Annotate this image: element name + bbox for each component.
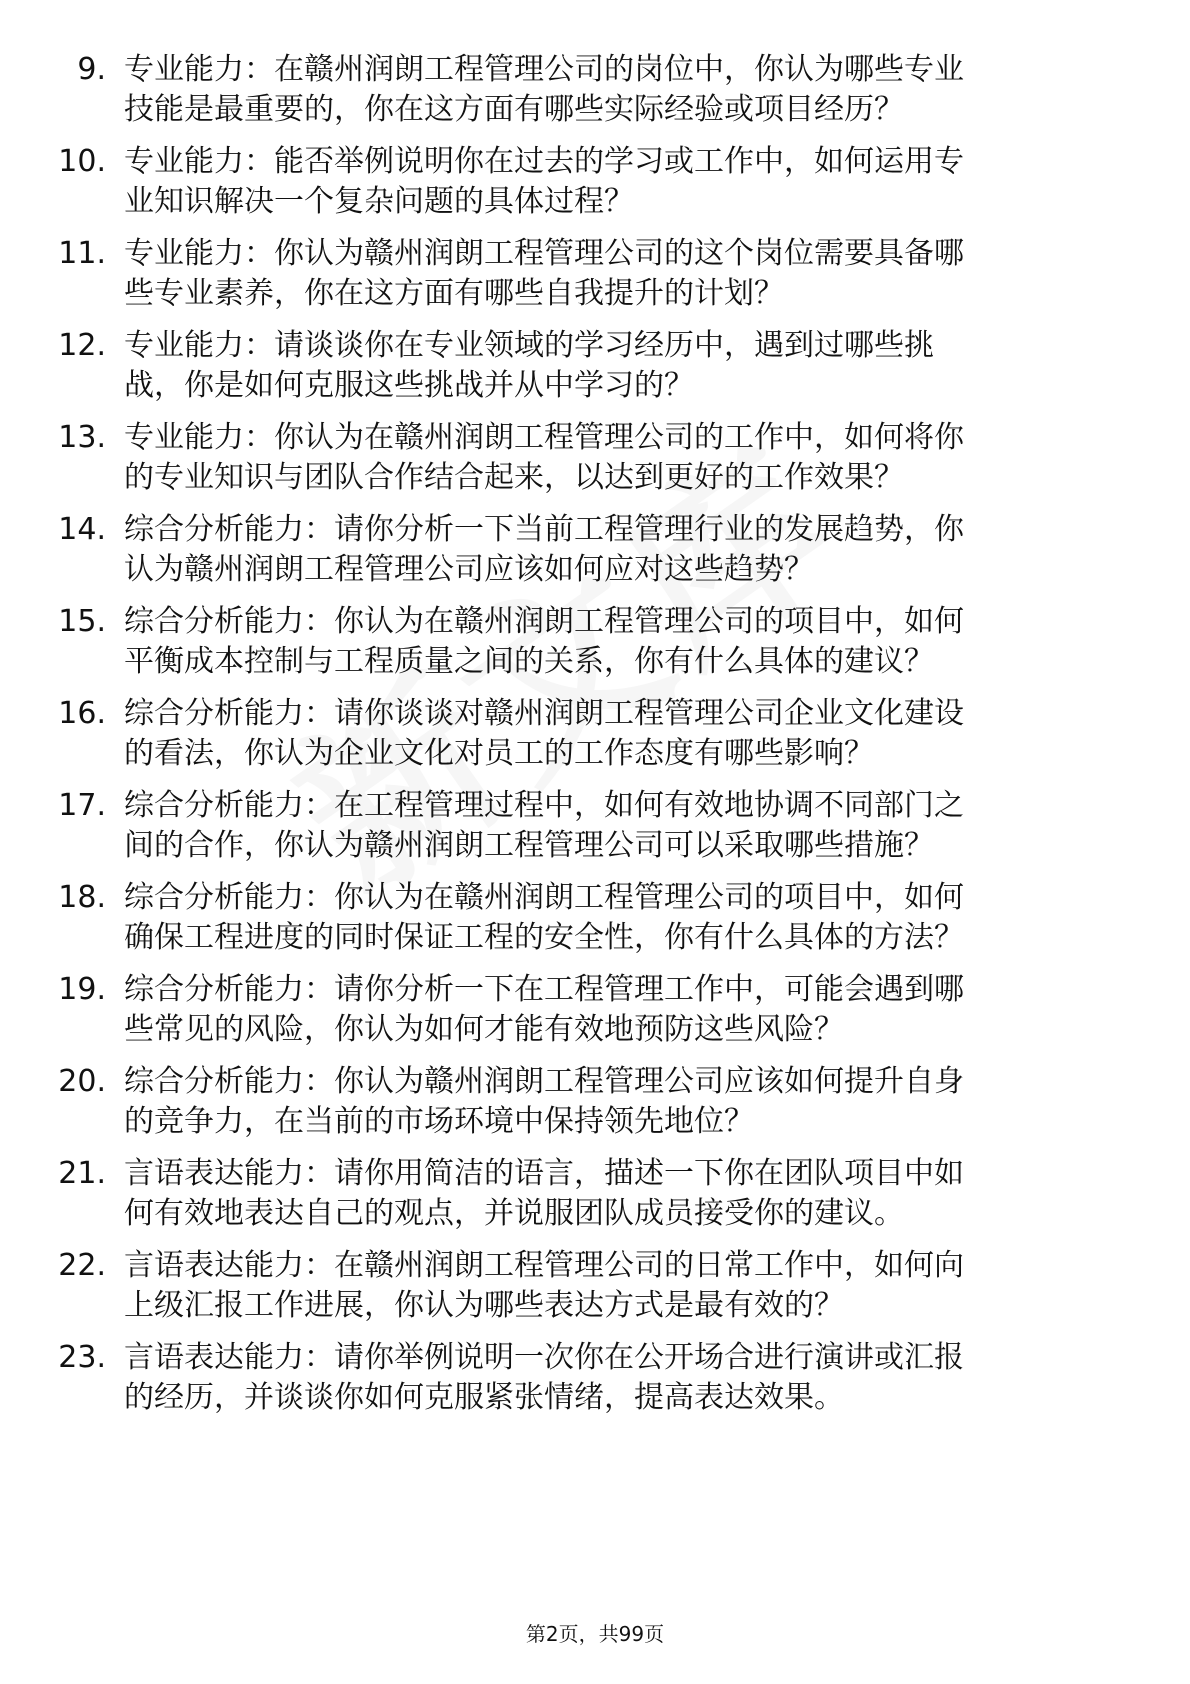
question-text-line-2: 间的合作，你认为赣州润朗工程管理公司可以采取哪些措施？: [124, 828, 934, 863]
question-item-10: [0, 142, 1190, 234]
question-text-line-1: 综合分析能力：请你分析一下当前工程管理行业的发展趋势，你: [124, 512, 964, 547]
question-item-21: [0, 1154, 1190, 1246]
question-number: 17.: [58, 788, 106, 823]
question-item-12: [0, 326, 1190, 418]
question-text-line-2: 的经历，并谈谈你如何克服紧张情绪，提高表达效果。: [124, 1380, 844, 1415]
question-text-line-1: 言语表达能力：在赣州润朗工程管理公司的日常工作中，如何向: [124, 1248, 964, 1283]
question-text-line-2: 技能是最重要的，你在这方面有哪些实际经验或项目经历？: [124, 92, 904, 127]
question-number: 9.: [77, 52, 106, 87]
question-text-line-1: 综合分析能力：你认为赣州润朗工程管理公司应该如何提升自身: [124, 1064, 964, 1099]
question-number: 12.: [58, 328, 106, 363]
question-number: 15.: [58, 604, 106, 639]
question-text-line-2: 战，你是如何克服这些挑战并从中学习的？: [124, 368, 694, 403]
question-item-11: [0, 234, 1190, 326]
question-text-line-2: 的专业知识与团队合作结合起来，以达到更好的工作效果？: [124, 460, 904, 495]
question-item-20: [0, 1062, 1190, 1154]
question-item-22: [0, 1246, 1190, 1338]
question-list: [0, 50, 1190, 1430]
question-text-line-2: 何有效地表达自己的观点，并说服团队成员接受你的建议。: [124, 1196, 904, 1231]
question-text: [124, 602, 1114, 682]
question-text-line-1: 专业能力：在赣州润朗工程管理公司的岗位中，你认为哪些专业: [124, 52, 964, 87]
question-text: [124, 1338, 1114, 1418]
question-text-line-2: 确保工程进度的同时保证工程的安全性，你有什么具体的方法？: [124, 920, 964, 955]
question-item-23: [0, 1338, 1190, 1430]
question-number: 14.: [58, 512, 106, 547]
question-item-16: [0, 694, 1190, 786]
question-text-line-2: 平衡成本控制与工程质量之间的关系，你有什么具体的建议？: [124, 644, 934, 679]
question-text-line-2: 的看法，你认为企业文化对员工的工作态度有哪些影响？: [124, 736, 874, 771]
question-item-17: [0, 786, 1190, 878]
question-text: [124, 878, 1114, 958]
question-text-line-1: 专业能力：你认为赣州润朗工程管理公司的这个岗位需要具备哪: [124, 236, 964, 271]
question-text-line-2: 上级汇报工作进展，你认为哪些表达方式是最有效的？: [124, 1288, 844, 1323]
question-number: 16.: [58, 696, 106, 731]
question-text: [124, 694, 1114, 774]
question-number: 20.: [58, 1064, 106, 1099]
question-text: [124, 510, 1114, 590]
page-footer: [0, 1618, 1190, 1647]
question-item-15: [0, 602, 1190, 694]
question-text: [124, 50, 1114, 130]
question-item-18: [0, 878, 1190, 970]
question-number: 19.: [58, 972, 106, 1007]
question-text-line-1: 言语表达能力：请你用简洁的语言，描述一下你在团队项目中如: [124, 1156, 964, 1191]
question-text-line-1: 专业能力：请谈谈你在专业领域的学习经历中，遇到过哪些挑: [124, 328, 934, 363]
question-item-13: [0, 418, 1190, 510]
question-text: [124, 326, 1114, 406]
question-number: 10.: [58, 144, 106, 179]
question-number: 23.: [58, 1340, 106, 1375]
question-text: [124, 142, 1114, 222]
question-text-line-2: 的竞争力，在当前的市场环境中保持领先地位？: [124, 1104, 754, 1139]
question-item-9: [0, 50, 1190, 142]
question-text-line-1: 综合分析能力：请你分析一下在工程管理工作中，可能会遇到哪: [124, 972, 964, 1007]
question-text-line-1: 专业能力：能否举例说明你在过去的学习或工作中，如何运用专: [124, 144, 964, 179]
question-item-19: [0, 970, 1190, 1062]
question-text-line-1: 综合分析能力：在工程管理过程中，如何有效地协调不同部门之: [124, 788, 964, 823]
question-text-line-2: 业知识解决一个复杂问题的具体过程？: [124, 184, 634, 219]
question-number: 21.: [58, 1156, 106, 1191]
question-text-line-1: 综合分析能力：你认为在赣州润朗工程管理公司的项目中，如何: [124, 880, 964, 915]
question-number: 22.: [58, 1248, 106, 1283]
question-text: [124, 1246, 1114, 1326]
question-number: 13.: [58, 420, 106, 455]
question-number: 11.: [58, 236, 106, 271]
page-number-label: 第2页，共99页: [525, 1622, 665, 1646]
question-text-line-1: 综合分析能力：你认为在赣州润朗工程管理公司的项目中，如何: [124, 604, 964, 639]
question-text-line-1: 言语表达能力：请你举例说明一次你在公开场合进行演讲或汇报: [124, 1340, 964, 1375]
question-text: [124, 1062, 1114, 1142]
question-text-line-2: 些专业素养，你在这方面有哪些自我提升的计划？: [124, 276, 784, 311]
question-text: [124, 418, 1114, 498]
question-item-14: [0, 510, 1190, 602]
question-text: [124, 970, 1114, 1050]
question-text: [124, 1154, 1114, 1234]
question-text-line-2: 些常见的风险，你认为如何才能有效地预防这些风险？: [124, 1012, 844, 1047]
question-text: [124, 234, 1114, 314]
question-text-line-1: 专业能力：你认为在赣州润朗工程管理公司的工作中，如何将你: [124, 420, 964, 455]
question-text-line-2: 认为赣州润朗工程管理公司应该如何应对这些趋势？: [124, 552, 814, 587]
question-number: 18.: [58, 880, 106, 915]
question-text: [124, 786, 1114, 866]
question-text-line-1: 综合分析能力：请你谈谈对赣州润朗工程管理公司企业文化建设: [124, 696, 964, 731]
